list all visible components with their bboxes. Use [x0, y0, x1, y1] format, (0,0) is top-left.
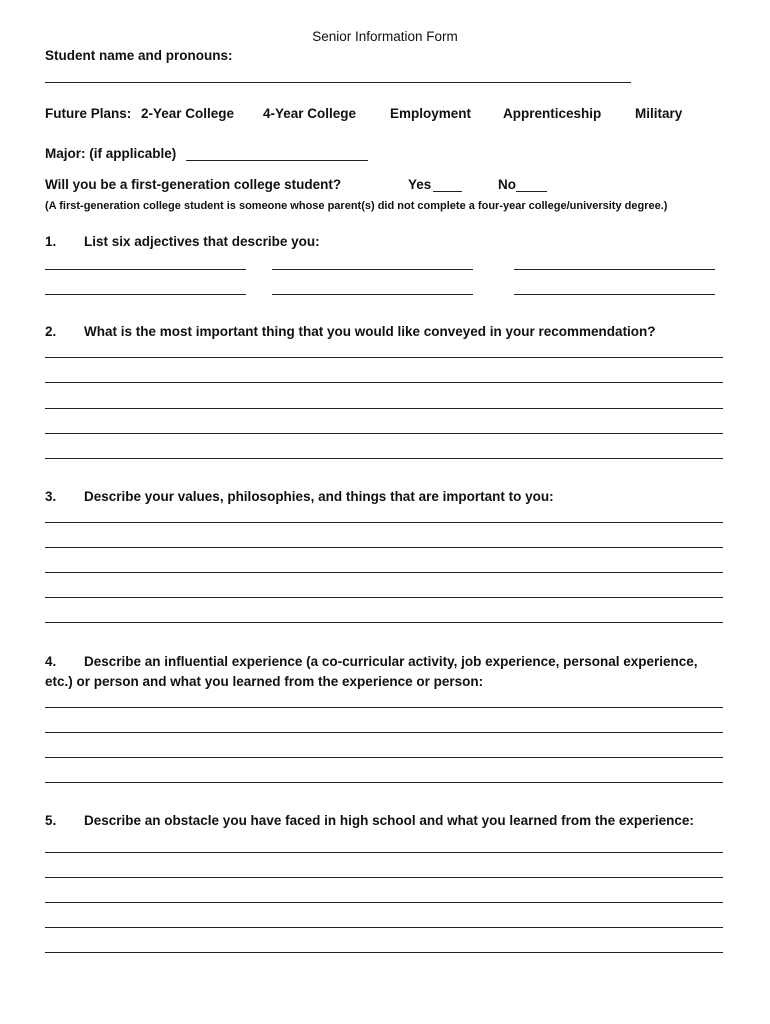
- option-4-year-college[interactable]: 4-Year College: [263, 106, 357, 121]
- page-title: Senior Information Form: [312, 29, 458, 44]
- answer-line[interactable]: [45, 707, 723, 708]
- first-gen-note: (A first-generation college student is someone whose parent(s) did not complete a four-year college/university degree.): [45, 200, 668, 212]
- major-label: Major: (if applicable): [45, 146, 177, 161]
- answer-line[interactable]: [45, 902, 723, 903]
- answer-line[interactable]: [45, 408, 723, 409]
- question-4-text: Describe an influential experience (a co-curricular activity, job experience, personal experience,: [84, 654, 698, 669]
- answer-line[interactable]: [45, 877, 723, 878]
- option-military[interactable]: Military: [635, 106, 683, 121]
- no-label: No: [498, 177, 516, 192]
- question-3-number: 3.: [45, 489, 57, 504]
- answer-line[interactable]: [45, 927, 723, 928]
- answer-line[interactable]: [45, 597, 723, 598]
- answer-line[interactable]: [45, 522, 723, 523]
- question-5-text: Describe an obstacle you have faced in high school and what you learned from the experience:: [84, 813, 694, 828]
- yes-label: Yes: [408, 177, 432, 192]
- answer-line[interactable]: [45, 357, 723, 358]
- adjective-line-2[interactable]: [272, 269, 473, 270]
- answer-line[interactable]: [45, 572, 723, 573]
- future-plans-label: Future Plans:: [45, 106, 132, 121]
- answer-line[interactable]: [45, 382, 723, 383]
- answer-line[interactable]: [45, 852, 723, 853]
- option-employment[interactable]: Employment: [390, 106, 472, 121]
- adjective-line-1[interactable]: [45, 269, 246, 270]
- question-4-text-cont: etc.) or person and what you learned from the experience or person:: [45, 674, 484, 689]
- adjective-line-5[interactable]: [272, 294, 473, 295]
- adjective-line-3[interactable]: [514, 269, 715, 270]
- adjective-line-6[interactable]: [514, 294, 715, 295]
- major-line[interactable]: [186, 160, 368, 161]
- answer-line[interactable]: [45, 622, 723, 623]
- question-5-number: 5.: [45, 813, 57, 828]
- answer-line[interactable]: [45, 782, 723, 783]
- first-gen-question: Will you be a first-generation college student?: [45, 177, 342, 192]
- question-4-number: 4.: [45, 654, 57, 669]
- no-line[interactable]: [516, 191, 547, 192]
- option-2-year-college[interactable]: 2-Year College: [141, 106, 235, 121]
- answer-line[interactable]: [45, 547, 723, 548]
- answer-line[interactable]: [45, 757, 723, 758]
- answer-line[interactable]: [45, 433, 723, 434]
- question-1-text: List six adjectives that describe you:: [84, 234, 320, 249]
- answer-line[interactable]: [45, 732, 723, 733]
- yes-line[interactable]: [433, 191, 462, 192]
- adjective-line-4[interactable]: [45, 294, 246, 295]
- student-name-line[interactable]: [45, 82, 631, 83]
- question-2-number: 2.: [45, 324, 57, 339]
- question-2-text: What is the most important thing that you would like conveyed in your recommendation?: [84, 324, 656, 339]
- answer-line[interactable]: [45, 458, 723, 459]
- answer-line[interactable]: [45, 952, 723, 953]
- question-1-number: 1.: [45, 234, 57, 249]
- student-name-label: Student name and pronouns:: [45, 48, 233, 63]
- question-3-text: Describe your values, philosophies, and things that are important to you:: [84, 489, 554, 504]
- option-apprenticeship[interactable]: Apprenticeship: [503, 106, 602, 121]
